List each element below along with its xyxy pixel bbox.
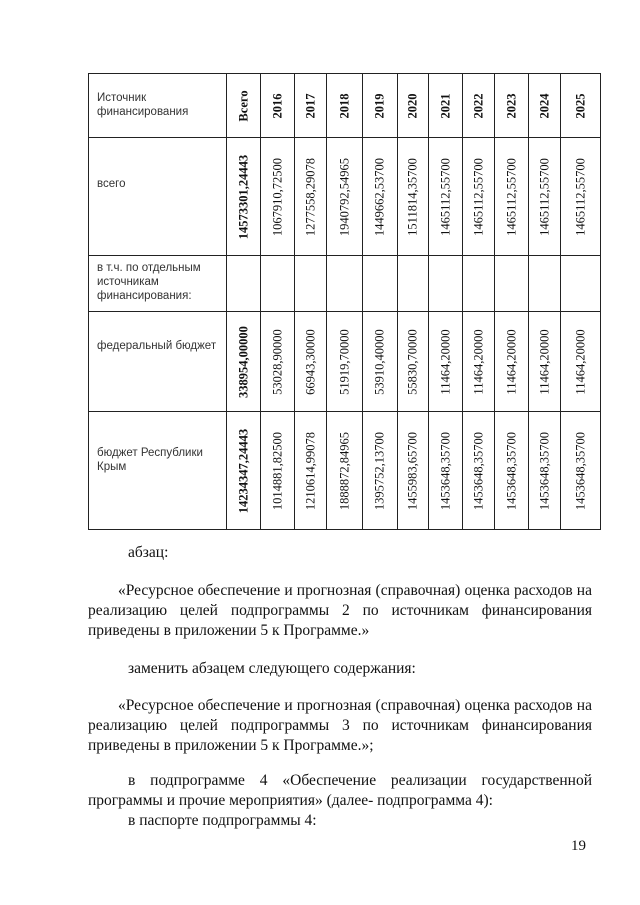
- row-label-cell: [89, 412, 227, 530]
- value-cell: [227, 412, 261, 530]
- value: 1277558,29078: [303, 157, 317, 236]
- value-cell: [295, 138, 327, 256]
- value-cell: [463, 138, 495, 256]
- paragraph-subprogram-4-line-2: программы и прочие мероприятия» (далее- подпрограмма 4):: [88, 792, 493, 809]
- value: 11464,20000: [537, 328, 551, 395]
- table-row-subtotal-note: [89, 256, 601, 312]
- value: 51919,70000: [337, 328, 351, 395]
- header-source-label: Источник финансирования: [97, 92, 189, 118]
- value: 1453648,35700: [504, 431, 518, 510]
- value-cell: [463, 256, 495, 312]
- value-cell: [398, 312, 429, 412]
- value-cell: [429, 138, 463, 256]
- value-cell: [529, 312, 561, 412]
- column-header-cell: [561, 74, 601, 138]
- value-cell: [398, 412, 429, 530]
- value: 1465112,55700: [537, 157, 551, 236]
- value: 53910,40000: [372, 328, 387, 395]
- value: 11464,20000: [471, 328, 485, 395]
- value: 66943,30000: [303, 328, 317, 395]
- value-cell: [463, 412, 495, 530]
- value-cell: [261, 412, 295, 530]
- row-label: бюджет Республики Крым: [97, 447, 203, 473]
- value: 1465112,55700: [471, 157, 485, 236]
- value: 1453648,35700: [573, 431, 587, 510]
- value-cell: [529, 412, 561, 530]
- value: 338954,00000: [236, 325, 250, 398]
- value-cell: [295, 312, 327, 412]
- value: 1465112,55700: [504, 157, 518, 236]
- value-cell: [429, 256, 463, 312]
- row-label-cell: [89, 138, 227, 256]
- value-cell: [561, 412, 601, 530]
- value-cell: [363, 256, 398, 312]
- value: 53028,90000: [270, 328, 284, 395]
- row-label: в т.ч. по отдельным источникам финансирования:: [97, 262, 201, 302]
- table-row-federal: [89, 312, 601, 412]
- value-cell: [295, 256, 327, 312]
- paragraph-quote-1-line-3: приведены в приложении 5 к Программе.»: [88, 622, 370, 639]
- value-cell: [327, 412, 363, 530]
- value: 14234347,24443: [236, 428, 250, 513]
- column-header: 2024: [537, 93, 551, 118]
- value-cell: [363, 312, 398, 412]
- value-cell: [495, 312, 529, 412]
- value-cell: [227, 312, 261, 412]
- value: 1014881,82500: [270, 431, 284, 510]
- value-cell: [561, 256, 601, 312]
- value-cell: [363, 412, 398, 530]
- value-cell: [561, 312, 601, 412]
- value: 11464,20000: [573, 328, 587, 395]
- value-cell: [363, 138, 398, 256]
- value: 1888872,84965: [337, 431, 351, 510]
- table-row-regional: [89, 412, 601, 530]
- value: 1453648,35700: [438, 431, 452, 510]
- value: 1455983,65700: [405, 431, 420, 510]
- column-header: Всего: [236, 89, 250, 122]
- value-cell: [327, 138, 363, 256]
- column-header-cell: [227, 74, 261, 138]
- paragraph-quote-1-line-1: «Ресурсное обеспечение и прогнозная (справочная) оценка расходов на: [118, 582, 592, 599]
- column-header-cell: [495, 74, 529, 138]
- value: 1453648,35700: [537, 431, 551, 510]
- table-row-total: [89, 138, 601, 256]
- financing-table: [88, 73, 601, 530]
- value-cell: [227, 138, 261, 256]
- value: 1449662,53700: [372, 157, 387, 236]
- value: 1453648,35700: [471, 431, 485, 510]
- column-header: 2025: [573, 93, 587, 118]
- column-header: 2016: [270, 93, 284, 118]
- column-header-cell: [398, 74, 429, 138]
- paragraph-subprogram-4-line-1: в подпрограмме 4 «Обеспечение реализации государственной: [128, 772, 592, 789]
- value-cell: [227, 256, 261, 312]
- column-header: 2018: [337, 93, 351, 118]
- column-header: 2022: [471, 93, 485, 118]
- page-number: 19: [571, 838, 586, 854]
- column-header-cell: [295, 74, 327, 138]
- column-header-cell: [327, 74, 363, 138]
- paragraph-quote-2-line-2: реализацию целей подпрограммы 3 по источникам финансирования: [88, 717, 592, 734]
- value-cell: [495, 256, 529, 312]
- value: 1940792,54965: [337, 157, 351, 236]
- value-cell: [429, 412, 463, 530]
- value-cell: [495, 138, 529, 256]
- row-label-cell: [89, 312, 227, 412]
- column-header: 2019: [372, 93, 387, 118]
- value-cell: [327, 312, 363, 412]
- column-header-cell: [529, 74, 561, 138]
- value: 11464,20000: [438, 328, 452, 395]
- column-header-cell: [363, 74, 398, 138]
- value-cell: [261, 312, 295, 412]
- paragraph-replace: заменить абзацем следующего содержания:: [128, 660, 416, 677]
- value-cell: [529, 256, 561, 312]
- value-cell: [463, 312, 495, 412]
- value: 1465112,55700: [438, 157, 452, 236]
- value: 1465112,55700: [573, 157, 587, 236]
- paragraph-passport: в паспорте подпрограммы 4:: [128, 812, 317, 829]
- value: 55830,70000: [405, 328, 420, 395]
- column-header: 2021: [438, 93, 452, 118]
- value-cell: [398, 138, 429, 256]
- value-cell: [261, 256, 295, 312]
- value: 1395752,13700: [372, 431, 387, 510]
- table-row-header: [89, 74, 601, 138]
- column-header: 2017: [303, 93, 317, 118]
- column-header-cell: [429, 74, 463, 138]
- column-header-cell: [463, 74, 495, 138]
- row-label: всего: [97, 178, 126, 190]
- column-header-cell: [261, 74, 295, 138]
- row-label-cell: [89, 256, 227, 312]
- value-cell: [495, 412, 529, 530]
- value: 1210614,99078: [303, 431, 317, 510]
- value: 1067910,72500: [270, 157, 284, 236]
- value-cell: [261, 138, 295, 256]
- row-label: федеральный бюджет: [97, 340, 217, 352]
- paragraph-quote-2-line-3: приведены в приложении 5 к Программе.»;: [88, 737, 374, 754]
- column-header: 2023: [504, 93, 518, 118]
- value: 1511814,35700: [405, 157, 420, 236]
- value-cell: [327, 256, 363, 312]
- header-source-label-cell: [89, 74, 227, 138]
- value-cell: [561, 138, 601, 256]
- value-cell: [429, 312, 463, 412]
- paragraph-quote-1-line-2: реализацию целей подпрограммы 2 по источникам финансирования: [88, 602, 592, 619]
- paragraph-abzac: абзац:: [128, 544, 169, 561]
- value: 11464,20000: [504, 328, 518, 395]
- value-cell: [398, 256, 429, 312]
- column-header: 2020: [405, 93, 420, 118]
- value: 14573301,24443: [236, 154, 250, 239]
- value-cell: [529, 138, 561, 256]
- value-cell: [295, 412, 327, 530]
- paragraph-quote-2-line-1: «Ресурсное обеспечение и прогнозная (справочная) оценка расходов на: [118, 697, 592, 714]
